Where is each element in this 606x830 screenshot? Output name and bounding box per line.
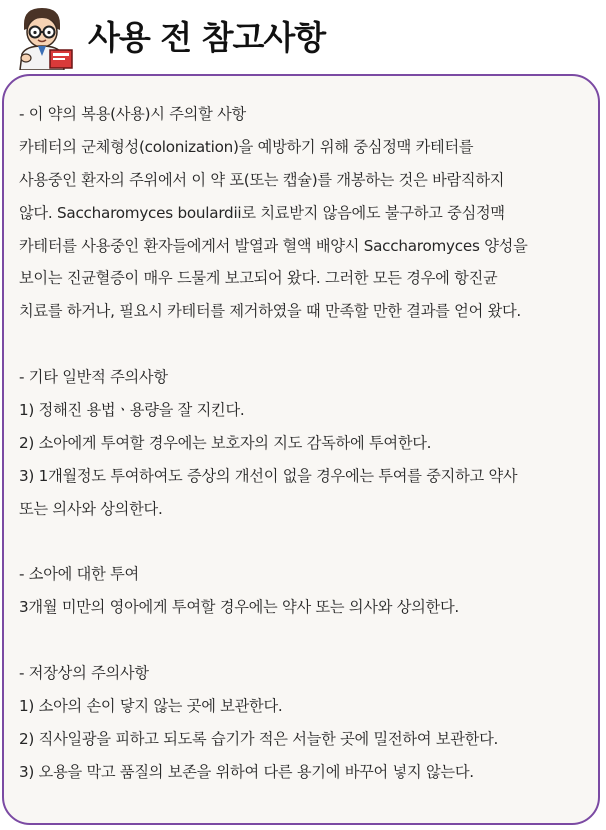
section-text-line: 2) 소아에게 투여할 경우에는 보호자의 지도 감독하에 투여한다.	[19, 433, 432, 452]
section-text-line: 사용중인 환자의 주위에서 이 약 포(또는 캡슐)를 개봉하는 것은 바람직하지	[19, 170, 505, 189]
notice-card	[2, 74, 600, 825]
section-text-line: 치료를 하거나, 필요시 카테터를 제거하였을 때 만족할 만한 결과를 얻어 왔다.	[19, 302, 521, 321]
section-heading: - 기타 일반적 주의사항	[19, 368, 168, 387]
section-text-line: 1) 정해진 용법ㆍ용량을 잘 지킨다.	[19, 401, 245, 420]
section-spacer	[19, 526, 589, 559]
notice-section	[19, 98, 589, 328]
page-title: 사용 전 참고사항	[88, 18, 326, 57]
section-spacer	[19, 624, 589, 657]
section-text-line: 않다. Saccharomyces boulardii로 치료받지 않음에도 불구하고 중심정맥	[19, 203, 505, 222]
notice-section	[19, 558, 589, 624]
reading-person-icon	[6, 4, 80, 70]
notice-content	[19, 98, 589, 789]
section-text-line: 3개월 미만의 영아에게 투여할 경우에는 약사 또는 의사와 상의한다.	[19, 598, 459, 617]
header	[0, 0, 606, 72]
section-text-line: 또는 의사와 상의한다.	[19, 499, 163, 518]
notice-section	[19, 657, 589, 789]
section-heading: - 소아에 대한 투여	[19, 565, 139, 584]
notice-section	[19, 361, 589, 525]
section-text-line: 2) 직사일광을 피하고 되도록 습기가 적은 서늘한 곳에 밀전하여 보관한다.	[19, 729, 499, 748]
section-heading: - 이 약의 복용(사용)시 주의할 사항	[19, 105, 246, 123]
section-text-line: 카테터를 사용중인 환자들에게서 발열과 혈액 배양시 Saccharomyces 양성을	[19, 236, 528, 255]
section-spacer	[19, 328, 589, 361]
section-text-line: 3) 1개월정도 투여하여도 증상의 개선이 없을 경우에는 투여를 중지하고 약사	[19, 466, 518, 485]
section-text-line: 3) 오용을 막고 품질의 보존을 위하여 다른 용기에 바꾸어 넣지 않는다.	[19, 762, 474, 781]
section-heading: - 저장상의 주의사항	[19, 664, 149, 683]
section-text-line: 보이는 진균혈증이 매우 드물게 보고되어 왔다. 그러한 모든 경우에 항진균	[19, 269, 498, 288]
section-text-line: 1) 소아의 손이 닿지 않는 곳에 보관한다.	[19, 697, 283, 716]
section-text-line: 카테터의 군체형성(colonization)을 예방하기 위해 중심정맥 카테터를	[19, 137, 474, 156]
